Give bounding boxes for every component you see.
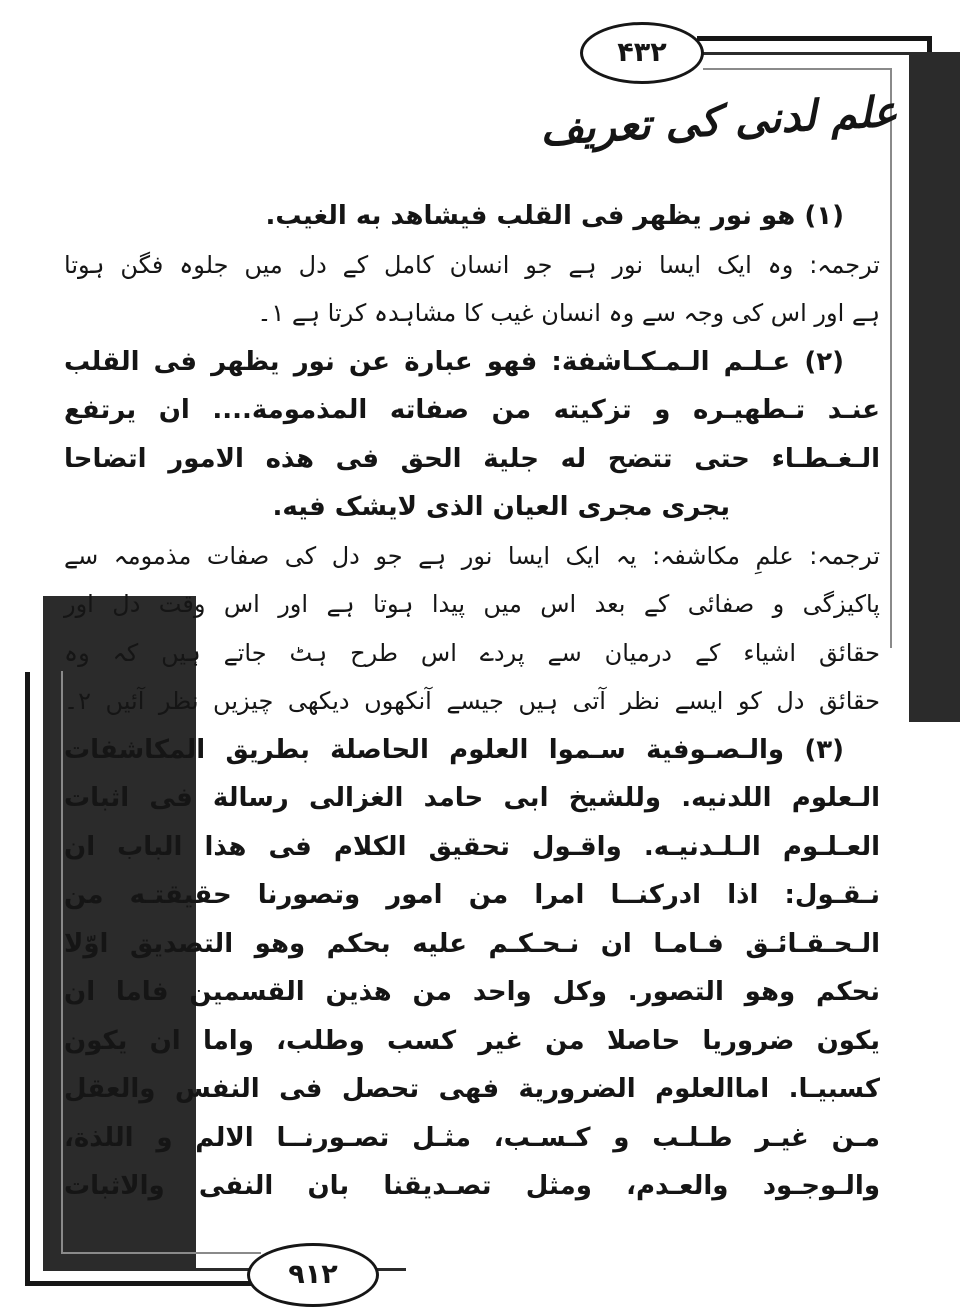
text-line: يکون ضروريا حاصلا من غير کسب وطلب، واما ان يکون <box>64 1025 880 1056</box>
frame-top-inner-line <box>703 68 892 70</box>
text-line: حقائق دل کو ایسے نظر آتی ہیں جیسے آنکھوں دیکھی چیزیں نظر آئیں ۲۔ <box>64 687 880 715</box>
text-line: ہے اور اس کی وجہ سے وہ انسان غیب کا مشاہدہ کرتا ہے ۱۔ <box>257 299 880 327</box>
page-title: علم لدنی کی تعریف <box>539 86 900 155</box>
text-line: ترجمہ: وہ ایک ایسا نور ہے جو انسان کامل کے دل میں جلوہ فگن ہوتا <box>64 250 880 279</box>
text-line: (۳) والـصـوفية سـموا العلوم الحاصلة بطريق المکاشفات <box>64 734 844 765</box>
text-line: پاکیزگی و صفائی کے بعد اس میں پیدا ہوتا ہے اور اس وقت دل اور <box>64 590 880 618</box>
frame-top-outer-line <box>697 36 932 41</box>
top-page-number-cartouche <box>580 22 704 84</box>
text-line: نحکم وهو التصور. وکل واحد من هذين القسمين فاما ان <box>64 977 880 1007</box>
text-line: الـحـقـائـق فـامـا ان نـحـکـم عليه بحکم وهو التصديق اوّلا <box>64 928 880 959</box>
bottom-page-number-cartouche <box>247 1243 379 1307</box>
frame-left-outer-line <box>25 672 30 1286</box>
frame-bottom-outer-line <box>25 1281 255 1286</box>
text-line: (۲) عـلـم الـمـکـاشفة: فهو عبارة عن نور يظهر فى القلب <box>64 346 844 377</box>
text-line: يجرى مجرى العيان الذى لايشک فيه. <box>272 492 730 522</box>
text-line: (۱) هو نور يظهر فى القلب فيشاهد به الغيب. <box>265 201 844 231</box>
text-line: عنـد تـطهيـره و تزکيته من صفاته المذمومة.... ان يرتفع <box>64 395 880 425</box>
text-line: نـقـول: اذا ادرکنــا امرا من امور وتصورنا حقيقتـه من <box>64 880 880 910</box>
text-line: مـن غيـر طـلـب و کـسـب، مثـل تصـورنــا الالم و اللذة، <box>64 1122 880 1153</box>
frame-right-inner-line <box>890 68 892 648</box>
text-line: الـعلوم اللدنيه. وللشيخ ابى حامد الغزالى رسالة فى اثبات <box>64 783 880 813</box>
bottom-page-number: ۹۱۲ <box>288 1258 338 1290</box>
text-line: والـوجـود والعـدم، ومثل تصـديقنا بان النفى والاثبات <box>64 1171 880 1201</box>
frame-left-inner-line <box>61 671 63 1254</box>
text-line: الـغـطـاء حتى تتضح له جلية الحق فى هذه الامور اتضاحا <box>64 443 880 474</box>
text-line: کسبيـا. اماالعلوم الضرورية فهى تحصل فى النفس والعقل <box>64 1074 880 1104</box>
body-text <box>64 192 880 1211</box>
text-line: حقائق اشیاء کے درمیان سے پردے اس طرح ہٹ جاتے ہیں کہ وہ <box>64 638 880 667</box>
frame-right-middle-line <box>909 52 960 722</box>
text-line: العـلـوم الـلـدنيـه. واقـول تحقيق الکلام فى هذا الباب ان <box>64 831 880 862</box>
text-line: ترجمہ: علمِ مکاشفہ: یہ ایک ایسا نور ہے جو دل کی صفات مذمومہ سے <box>64 541 880 570</box>
top-page-number: ۴۳۲ <box>617 36 667 68</box>
frame-bottom-inner-line <box>61 1252 261 1254</box>
